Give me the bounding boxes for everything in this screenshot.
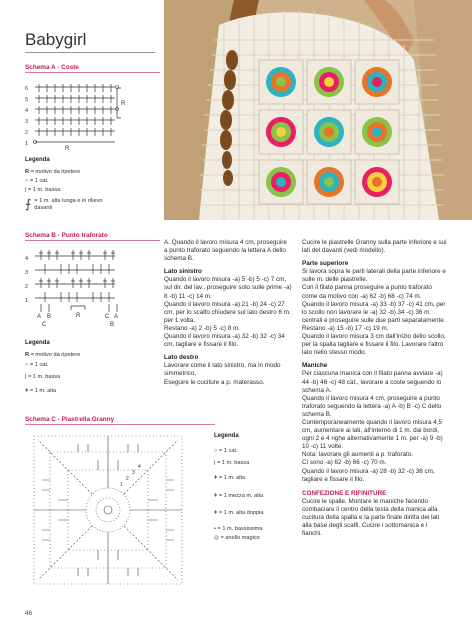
- instructions-column-right: [302, 239, 447, 538]
- schema-c-divider: [25, 424, 215, 425]
- schema-b-row-number: 2: [25, 284, 29, 290]
- schema-b-letter: A: [37, 314, 42, 320]
- schema-a-legend-title: Legenda: [25, 157, 50, 163]
- model-photo: [164, 0, 472, 220]
- schema-b-title: Schema B - Punto traforato: [25, 232, 108, 239]
- schema-b-legend-title: Legenda: [25, 340, 50, 346]
- schema-a-row-number: 4: [25, 108, 29, 114]
- schema-a-row-number: 6: [25, 86, 29, 92]
- instruction-paragraph: Cucire le spalle. Montare le maniche facendo combaciare il centro della testa della manica alla cucitura della spalla e la parte finale diritta dei lati alla base degli scalfi. Cucire i sottomanica e i fianchi.: [302, 497, 440, 538]
- schema-b-repeat-mark: R: [76, 313, 81, 319]
- schema-b-letter: B: [47, 314, 52, 320]
- instruction-paragraph: Contemporaneamente quando il lavoro misura 4,5 cm, aumentare ai lati, all'interno di 1 m. dai bordi, ogni 2 e 4 righe alternativamente 1 m. per -a) 9 -b) 10 -c) 11 volte.: [302, 418, 443, 451]
- instruction-paragraph: Quando il lavoro misura -a) 5 -b) 5 -c) 7 cm, sul dir. del lav., proseguire solo sulle prime -a) 8 -b) 11 -c) 14 m.: [164, 276, 292, 300]
- section-heading: CONFEZIONE E RIFINITURE: [302, 489, 387, 497]
- schema-a-row-number: 1: [25, 141, 29, 147]
- instruction-paragraph: Nota: lavorare gli aumenti a p. traforato.: [302, 451, 413, 459]
- schema-c-legend-item: ◎ = anello magico: [214, 535, 260, 541]
- schema-b-legend-item: ○ = 1 cat.: [25, 362, 49, 368]
- granny-round-number: 3: [132, 470, 135, 476]
- schema-c-legend-item: | = 1 m. bassa: [214, 460, 250, 466]
- section-heading: Lato destro: [164, 354, 199, 362]
- schema-a-repeat-mark: R: [121, 101, 126, 107]
- instruction-paragraph: Si lavora sopra le parti laterali della parte inferiore e sulle m. delle piastrelle.: [302, 268, 446, 284]
- instruction-paragraph: Lavorare come il lato sinistro, ma in modo simmetrico.: [164, 362, 281, 378]
- schema-c-legend-item: ǂ = 1 mezza m. alta: [214, 493, 264, 499]
- schema-a-divider: [25, 72, 160, 73]
- section-heading: Lato sinistro: [164, 268, 202, 276]
- schema-b-row-number: 3: [25, 270, 29, 276]
- granny-round-number: 4: [138, 464, 141, 470]
- model-photo-illustration: [164, 0, 472, 220]
- schema-a-legend-item: ⨍ = 1 m. alta lunga e in rilievo davanti: [25, 197, 103, 211]
- instruction-paragraph: Quando il lavoro misura 3 cm dall'inizio dello scollo, per la spalla tagliare e fissare il filo. Lavorare l'altro lato nello stesso modo.: [302, 333, 446, 357]
- schema-c-legend-item: ○ = 1 cat.: [214, 448, 238, 454]
- instruction-paragraph: Restano -a) 15 -b) 17 -c) 19 m.: [302, 324, 389, 332]
- schema-a-legend-item: R = motivo da ripetere: [25, 169, 81, 175]
- schema-b-letter: C: [42, 322, 47, 328]
- schema-a-row-number: 5: [25, 97, 29, 103]
- instruction-paragraph: Ci sono -a) 62 -b) 66 -c) 70 m.: [302, 459, 387, 467]
- granny-round-number: 2: [126, 476, 129, 482]
- schema-a-legend-item: | = 1 m. bassa: [25, 187, 61, 193]
- instruction-paragraph: Per ciascuna manica con il filato panna avviare -a) 44 -b) 46 -c) 48 cat., lavorare a coste seguendo lo schema A.: [302, 370, 443, 394]
- title-divider: [25, 52, 155, 53]
- instruction-paragraph: Eseguire le cuciture a p. materasso.: [164, 378, 265, 386]
- section-heading: Parte superiore: [302, 260, 349, 268]
- schema-b-letter: A: [114, 314, 119, 320]
- schema-b-row-number: 1: [25, 298, 29, 304]
- page-number: 46: [25, 610, 33, 617]
- section-heading: Maniche: [302, 362, 328, 370]
- page-title: Babygirl: [25, 30, 87, 49]
- schema-c-legend-item: ǂ = 1 m. alta doppia: [214, 510, 264, 516]
- schema-a-chart: [25, 78, 135, 152]
- schema-b-legend-item: R = motivo da ripetere: [25, 352, 81, 358]
- schema-b-legend-item: | = 1 m. bassa: [25, 374, 61, 380]
- schema-a-title: Schema A - Coste: [25, 64, 79, 71]
- schema-a-repeat-mark: R: [65, 146, 70, 152]
- schema-c-title: Schema C - Piastrella Granny: [25, 416, 115, 423]
- schema-b-chart: [25, 246, 135, 332]
- schema-a-legend-item: ○ = 1 cat.: [25, 178, 49, 184]
- schema-b-legend-item: ǂ = 1 m. alta: [25, 388, 57, 394]
- instruction-paragraph: Quando il lavoro misura -a) 33 -b) 37 -c) 41 cm, per lo scollo non lavorare le -a) 32 -b) 34 -c) 36 m. centrali e proseguire sulle due parti separatamente.: [302, 300, 446, 324]
- schema-b-letter: B: [110, 322, 115, 328]
- instruction-paragraph: Quando il lavoro misura -a) 21 -b) 24 -c) 27 cm, per lo scalfo chiudere sul lato destro 6 m. per 1 volta.: [164, 300, 291, 324]
- instruction-paragraph: Quando il lavoro misura -a) 28 -b) 32 -c) 36 cm, tagliare e fissare il filo.: [302, 467, 435, 483]
- instruction-paragraph: Con il filato panna proseguire a punto traforato come da motivo con -a) 62 -b) 68 -c) 74 m.: [302, 284, 432, 300]
- schema-c-legend-item: • = 1 m. bassissima: [214, 526, 263, 532]
- schema-a-row-number: 2: [25, 130, 29, 136]
- instruction-paragraph: A. Quando il lavoro misura 4 cm, proseguire a punto traforato seguendo la lettera A dello schema B.: [164, 239, 287, 263]
- schema-b-divider: [25, 240, 160, 241]
- instructions-column-middle: [164, 239, 292, 387]
- schema-a-row-number: 3: [25, 119, 29, 125]
- schema-b-letter: C: [105, 314, 110, 320]
- schema-c-legend-title: Legenda: [214, 433, 239, 439]
- schema-b-row-number: 4: [25, 256, 29, 262]
- granny-square-chart: [28, 430, 188, 590]
- instruction-paragraph: Quando il lavoro misura 4 cm, proseguire a punto traforato seguendo la lettera -a) A -b) B -c) C dello schema B.: [302, 394, 442, 418]
- instruction-paragraph: Quando il lavoro misura -a) 32 -b) 32 -c) 34 cm, tagliare e fissare il filo.: [164, 333, 285, 349]
- instruction-paragraph: Restano -a) 2 -b) 5 -c) 8 m.: [164, 324, 240, 332]
- instruction-paragraph: Cucire le piastrelle Granny sulla parte inferiore e sui lati del davanti (vedi modello).: [302, 239, 447, 255]
- granny-round-number: 1: [120, 482, 123, 488]
- schema-c-legend-item: ǂ = 1 m. alta: [214, 475, 246, 481]
